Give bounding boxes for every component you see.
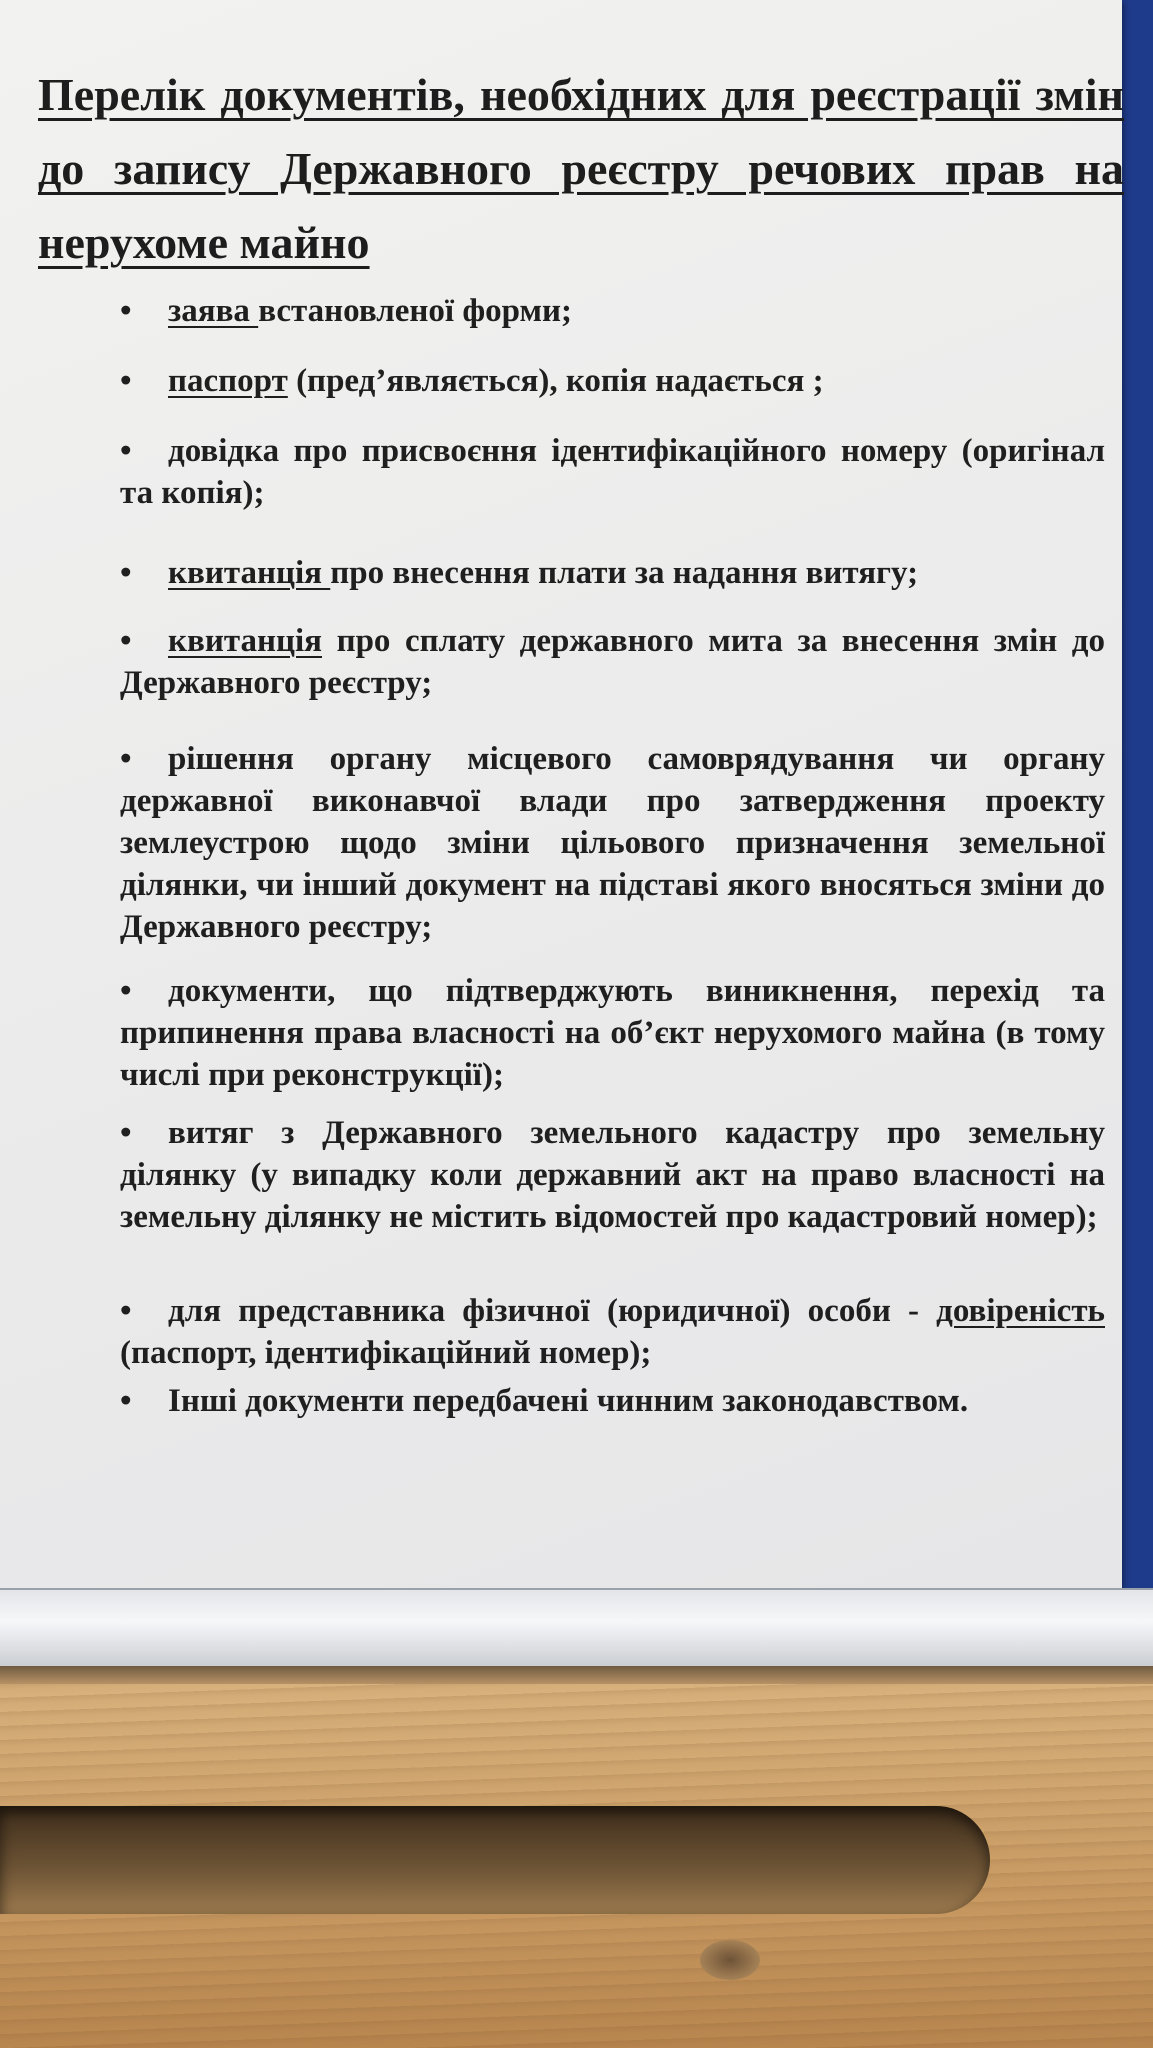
list-item <box>120 1380 1105 1422</box>
list-item <box>120 738 1105 948</box>
item-text: (паспорт, ідентифікаційний номер); <box>120 1335 652 1371</box>
bullet: • <box>120 1293 132 1329</box>
item-text: для представника фізичної (юридичної) особи - <box>168 1293 919 1329</box>
wood-knot <box>700 1940 760 1980</box>
bullet: • <box>120 973 132 1009</box>
list-item <box>120 290 1105 332</box>
item-text: документи, що підтверджують виникнення, перехід та припинення права власності на об’єкт нерухомого майна (в тому числі при реконструкції); <box>120 973 1105 1093</box>
bullet: • <box>120 623 132 659</box>
page-title: Перелік документів, необхідних для реєстрації змін до запису Державного реєстру речових прав на нерухоме майно <box>38 69 1124 268</box>
item-text: довідка про присвоєння ідентифікаційного номеру (оригінал та копія); <box>120 433 1105 511</box>
document-slot <box>0 1806 990 1914</box>
list-item <box>120 552 1105 594</box>
item-keyword: квитанція <box>168 555 331 591</box>
bullet: • <box>120 1383 132 1419</box>
bullet: • <box>120 293 132 329</box>
list-item <box>120 970 1105 1096</box>
list-item <box>120 620 1105 704</box>
bullet: • <box>120 433 132 469</box>
rail-shadow <box>0 1666 1153 1684</box>
item-keyword: квитанція <box>168 623 323 659</box>
list-item <box>120 1290 1105 1374</box>
item-text: витяг з Державного земельного кадастру про земельну ділянку (у випадку коли державний акт на право власності на земельну ділянку не містить відомостей про кадастровий номер); <box>120 1115 1105 1235</box>
item-text: рішення органу місцевого самоврядування чи органу державної виконавчої влади про затвердження проекту землеустрою щодо зміни цільового призначення земельної ділянки, чи інший документ на підставі якого вносяться зміни до Державного реєстру; <box>120 741 1105 945</box>
bullet: • <box>120 555 132 591</box>
list-item <box>120 430 1105 514</box>
item-text: (пред’являється), копія надається ; <box>287 363 824 399</box>
item-keyword: паспорт <box>168 363 288 399</box>
bullet: • <box>120 363 132 399</box>
item-keyword: довіреність <box>936 1293 1105 1329</box>
list-item <box>120 360 1105 402</box>
item-keyword: заява <box>168 293 259 329</box>
bullet: • <box>120 741 132 777</box>
board-frame-rail <box>0 1588 1153 1668</box>
bullet: • <box>120 1115 132 1151</box>
item-text: Інші документи передбачені чинним законодавством. <box>168 1383 969 1419</box>
item-text: про внесення плати за надання витягу; <box>330 555 919 591</box>
item-text: про сплату державного мита за внесення змін до Державного реєстру; <box>120 623 1105 701</box>
list-item <box>120 1112 1105 1238</box>
item-text: встановленої форми; <box>258 293 573 329</box>
